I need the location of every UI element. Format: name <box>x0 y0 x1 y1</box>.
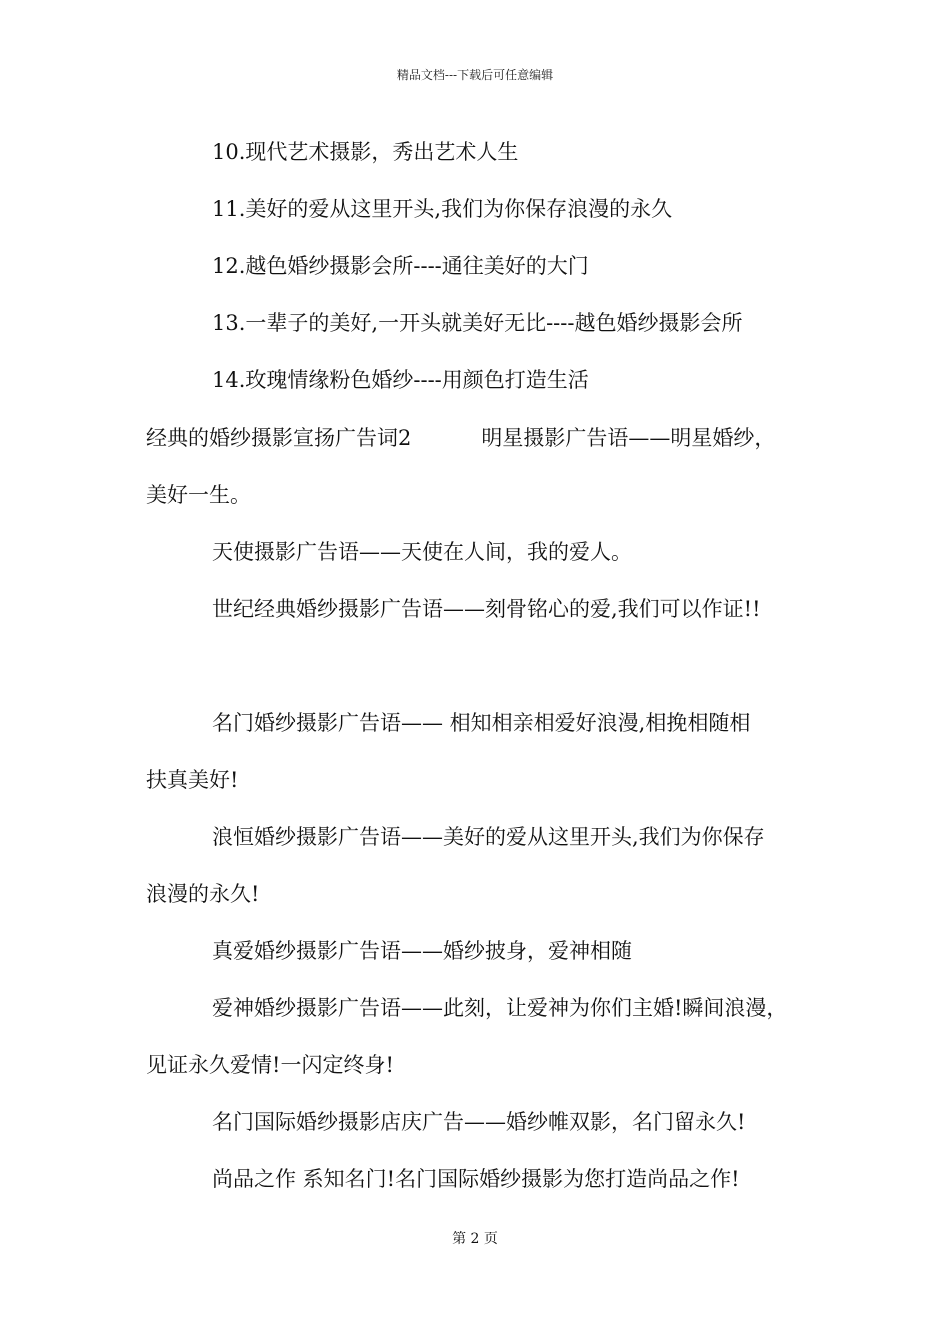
paragraph-line: 10.现代艺术摄影，秀出艺术人生 <box>212 140 519 164</box>
paragraph-line: 12.越色婚纱摄影会所----通往美好的大门 <box>212 254 589 278</box>
paragraph-line: 美好一生。 <box>146 483 251 507</box>
paragraph-text: 明星摄影广告语——明星婚纱， <box>481 426 776 450</box>
paragraph-line: 名门国际婚纱摄影店庆广告——婚纱帷双影，名门留永久! <box>212 1110 746 1134</box>
paragraph-line: 见证永久爱情!一闪定终身! <box>146 1053 394 1077</box>
section-heading-line <box>146 424 775 452</box>
paragraph-line: 天使摄影广告语——天使在人间，我的爱人。 <box>212 540 632 564</box>
paragraph-line: 11.美好的爱从这里开头,我们为你保存浪漫的永久 <box>212 197 673 221</box>
section-heading: 经典的婚纱摄影宣扬广告词2 <box>146 426 412 450</box>
page-number: 第 2 页 <box>452 1231 498 1247</box>
paragraph-line: 真爱婚纱摄影广告语——婚纱披身，爱神相随 <box>212 939 632 963</box>
paragraph-line: 尚品之作 系知名门!名门国际婚纱摄影为您打造尚品之作! <box>212 1167 740 1191</box>
page-header: 精品文档---下载后可任意编辑 <box>396 68 554 82</box>
paragraph-line: 浪漫的永久! <box>146 882 260 906</box>
paragraph-line: 名门婚纱摄影广告语—— 相知相亲相爱好浪漫,相挽相随相 <box>212 711 751 735</box>
paragraph-line: 世纪经典婚纱摄影广告语——刻骨铭心的爱,我们可以作证!! <box>212 597 761 621</box>
paragraph-line: 扶真美好! <box>146 768 239 792</box>
paragraph-line: 14.玫瑰情缘粉色婚纱----用颜色打造生活 <box>212 368 589 392</box>
paragraph-line: 爱神婚纱摄影广告语——此刻，让爱神为你们主婚!瞬间浪漫， <box>212 996 788 1020</box>
paragraph-line: 13.一辈子的美好,一开头就美好无比----越色婚纱摄影会所 <box>212 311 743 335</box>
paragraph-line: 浪恒婚纱摄影广告语——美好的爱从这里开头,我们为你保存 <box>212 825 765 849</box>
